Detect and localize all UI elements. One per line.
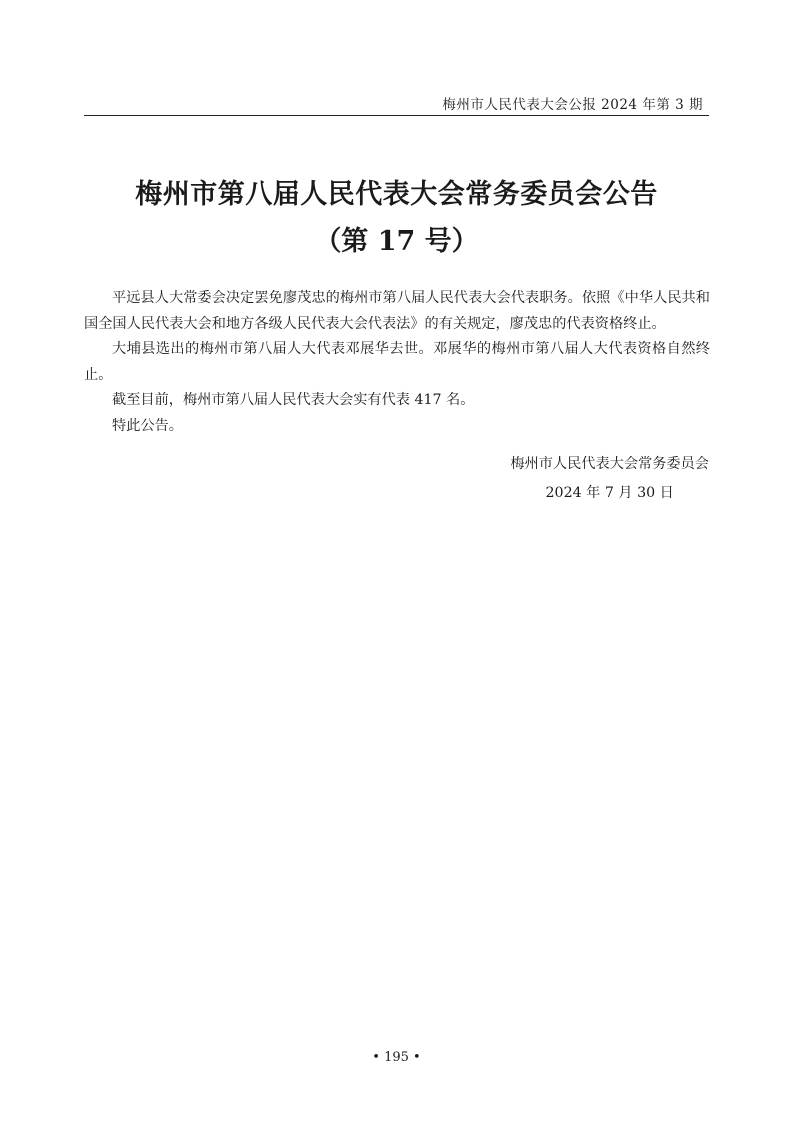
header-divider — [84, 115, 709, 116]
body-paragraph: 特此公告。 — [112, 417, 183, 434]
issue-date: 2024 年 7 月 30 日 — [545, 485, 674, 501]
signature-block — [510, 450, 709, 508]
body-paragraph: 平远县人大常委会决定罢免廖茂忠的梅州市第八届人民代表大会代表职务。依照《中华人民共和国全国人民代表大会和地方各级人民代表大会代表法》的有关规定，廖茂忠的代表资格终止。 — [84, 290, 710, 332]
announcement-title: 梅州市第八届人民代表大会常务委员会公告 — [135, 179, 658, 210]
body-paragraph: 大埔县选出的梅州市第八届人大代表邓展华去世。邓展华的梅州市第八届人大代表资格自然终止。 — [84, 341, 710, 383]
issuer-name: 梅州市人民代表大会常务委员会 — [510, 456, 709, 472]
body-paragraph: 截至目前，梅州市第八届人民代表大会实有代表 417 名。 — [112, 392, 475, 408]
announcement-body — [84, 286, 710, 439]
announcement-number: （第 17 号） — [314, 226, 479, 257]
page-number: • 195 • — [372, 1050, 421, 1065]
running-header: 梅州市人民代表大会公报 2024 年第 3 期 — [442, 97, 703, 113]
